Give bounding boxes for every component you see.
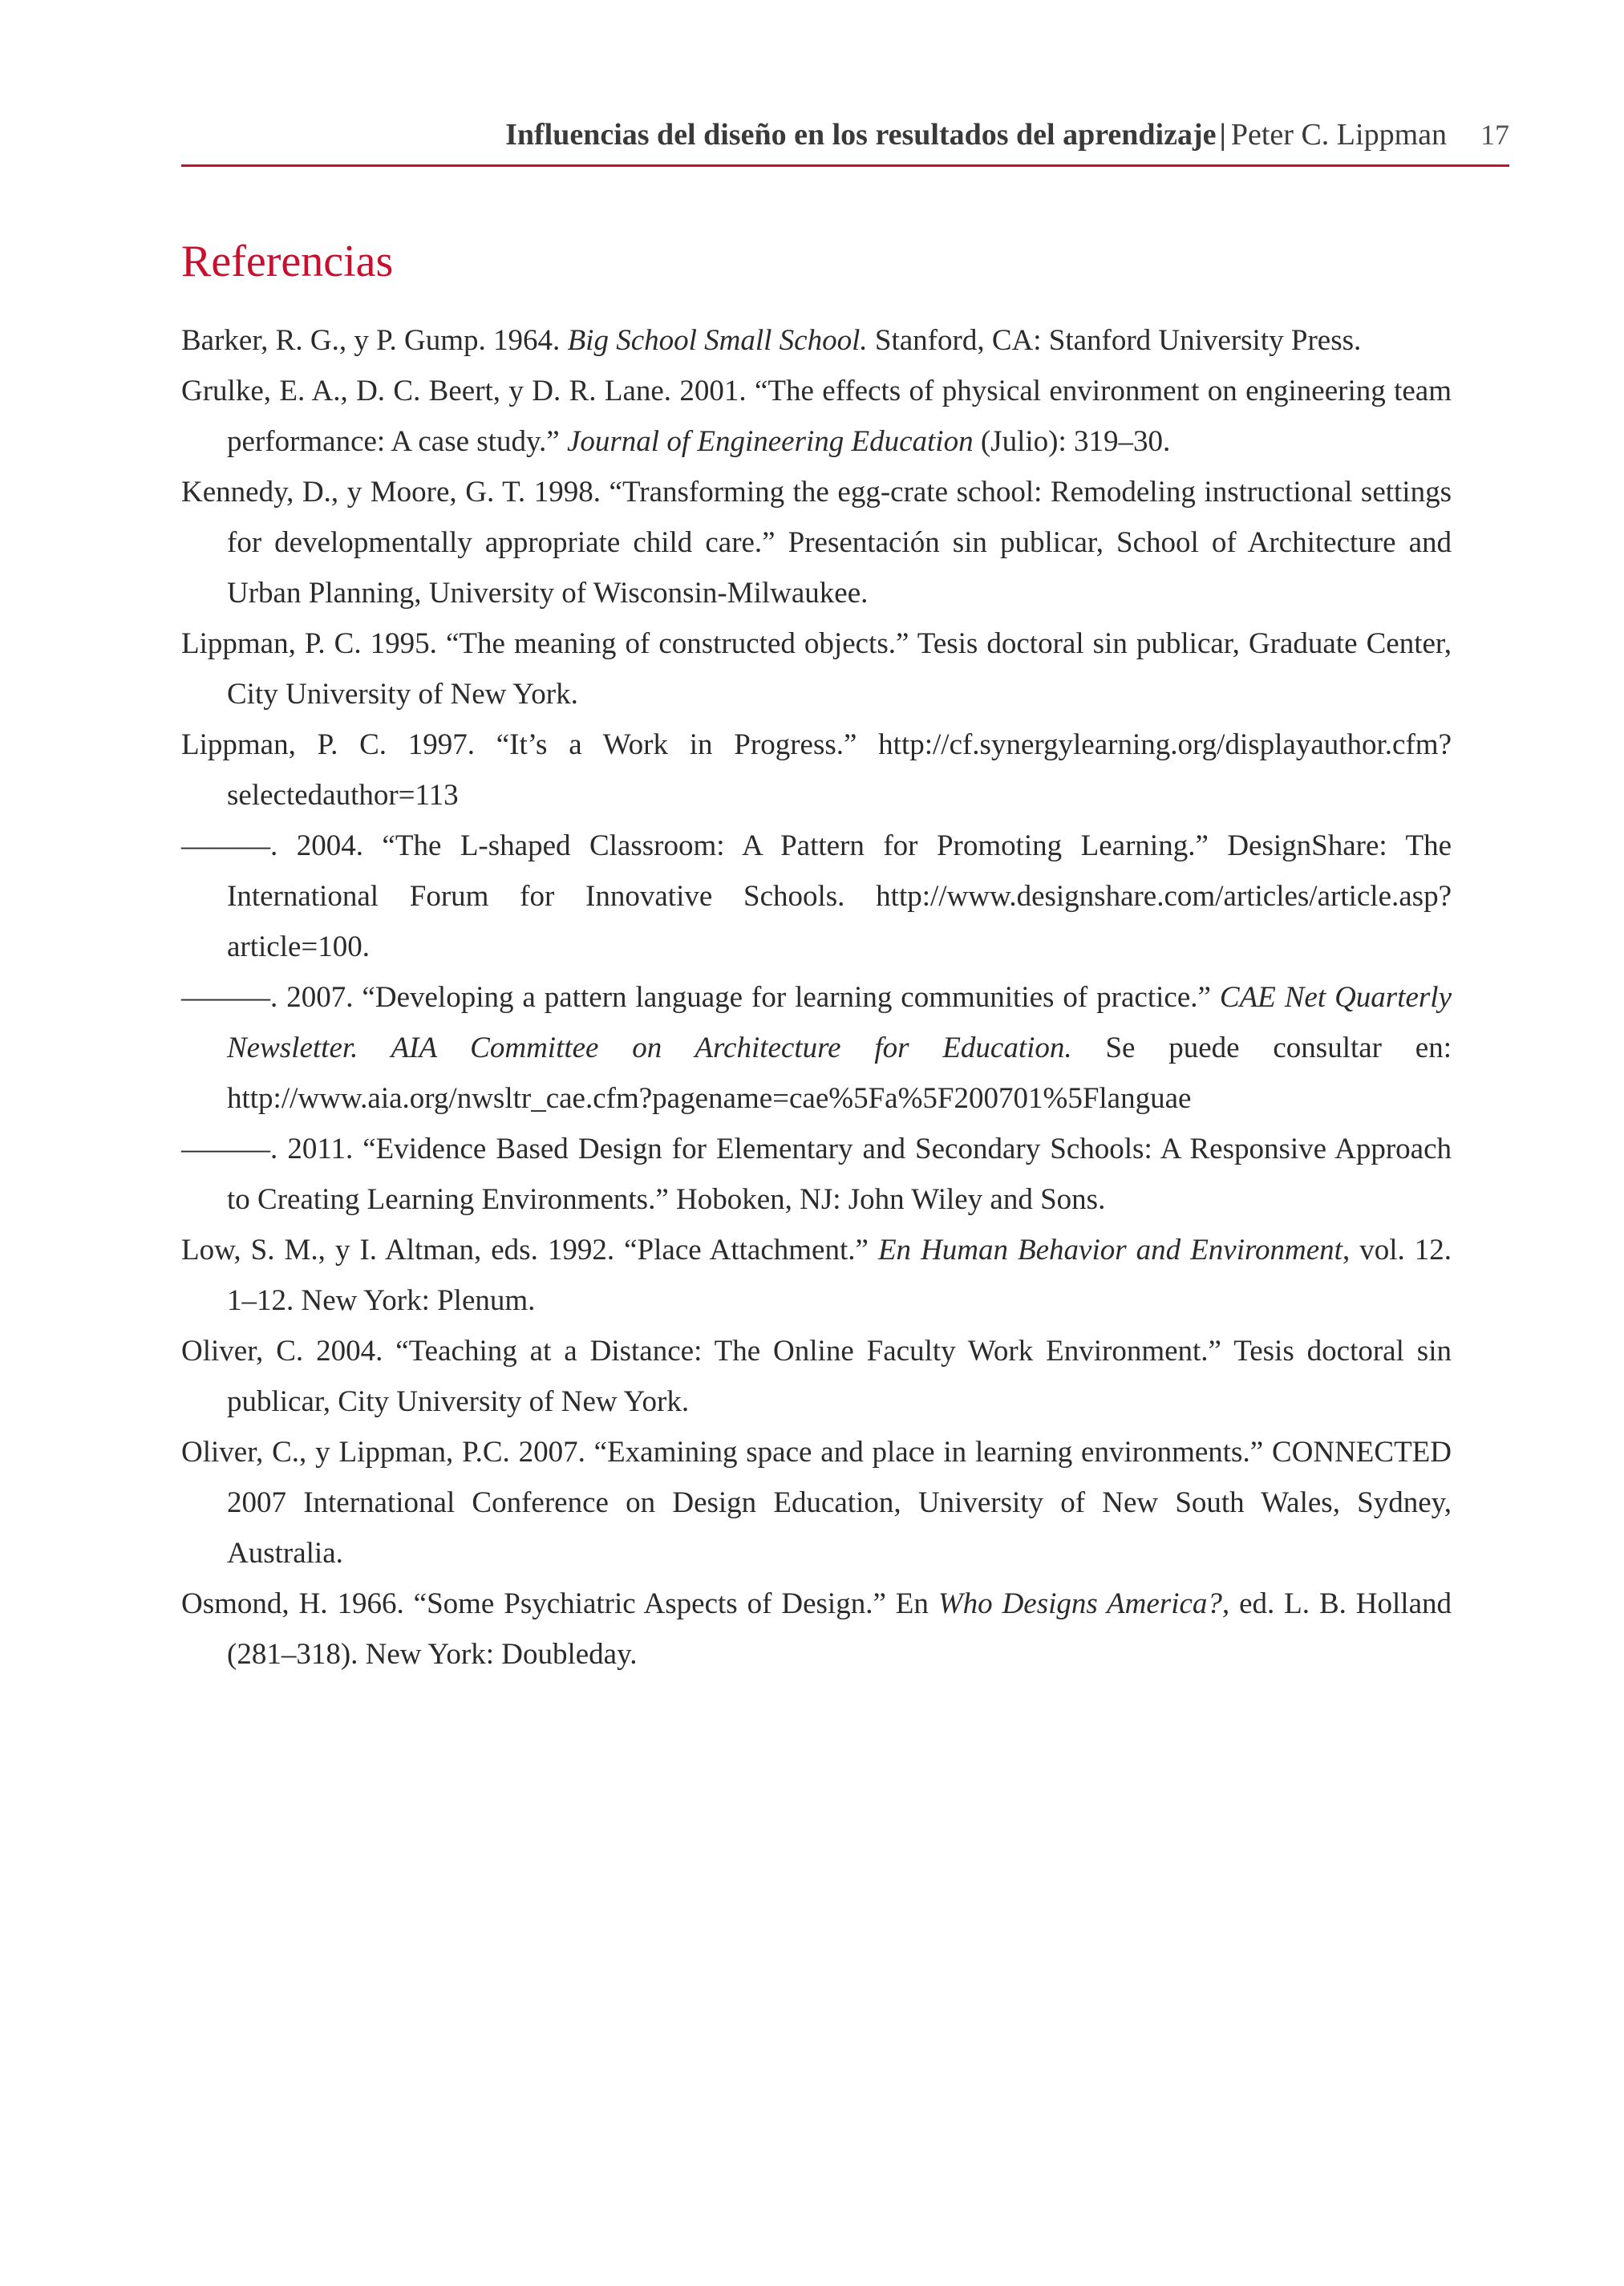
reference-text-tail: (Julio): 319–30. <box>973 425 1171 458</box>
reference-entry <box>181 618 1452 719</box>
reference-text-tail: Se puede consultar en: http://www.aia.org/nwsltr_cae.cfm?pagename=cae%5Fa%5F200701%5Flanguae <box>227 1032 1452 1115</box>
reference-text: ———. 2011. “Evidence Based Design for Elementary and Secondary Schools: A Responsive Approach to Creating Learning Environments.” Hoboken, NJ: John Wiley and Sons. <box>181 1133 1452 1216</box>
reference-entry <box>181 366 1452 467</box>
page-number: 17 <box>1480 119 1509 151</box>
reference-italic-title: Who Designs America?, <box>938 1587 1230 1620</box>
reference-text-tail: Stanford, CA: Stanford University Press. <box>867 324 1362 357</box>
running-header <box>181 112 1509 167</box>
reference-text-tail: ed. L. B. Holland (281–318). New York: Doubleday. <box>227 1587 1452 1671</box>
header-separator: | <box>1219 118 1226 152</box>
reference-text: Low, S. M., y I. Altman, eds. 1992. “Place Attachment.” <box>181 1234 878 1267</box>
reference-list <box>181 315 1452 1680</box>
reference-text-tail: , vol. 12. 1–12. New York: Plenum. <box>227 1234 1452 1317</box>
reference-italic-title: Big School Small School. <box>567 324 868 357</box>
reference-text: Lippman, P. C. 1995. “The meaning of constructed objects.” Tesis doctoral sin publicar, Graduate Center, City University of New York. <box>181 627 1452 711</box>
reference-italic-title: En Human Behavior and Environment <box>877 1234 1343 1267</box>
reference-text: Kennedy, D., y Moore, G. T. 1998. “Transforming the egg-crate school: Remodeling instructional settings for developmentally appropriate child care.” Presentación sin publicar, School of Architecture and Urban Planning, University of Wisconsin-Milwaukee. <box>181 476 1452 610</box>
book-title: Influencias del diseño en los resultados del aprendizaje <box>505 118 1217 152</box>
reference-entry <box>181 821 1452 972</box>
author-name: Peter C. Lippman <box>1230 118 1447 152</box>
reference-text: Osmond, H. 1966. “Some Psychiatric Aspects of Design.” En <box>181 1587 938 1620</box>
reference-entry <box>181 1579 1452 1680</box>
reference-entry <box>181 719 1452 821</box>
reference-text: Grulke, E. A., D. C. Beert, y D. R. Lane. 2001. “The effects of physical environment on engineering team performance: A case study.” <box>181 375 1452 458</box>
reference-entry <box>181 315 1452 366</box>
section-title: Referencias <box>181 237 394 286</box>
reference-text: Oliver, C. 2004. “Teaching at a Distance: The Online Faculty Work Environment.” Tesis doctoral sin publicar, City University of New York. <box>181 1335 1452 1418</box>
reference-entry <box>181 1427 1452 1579</box>
reference-italic-title: CAE Net Quarterly Newsletter. AIA Committee on Architecture for Education. <box>227 981 1452 1064</box>
reference-text: Barker, R. G., y P. Gump. 1964. <box>181 324 568 357</box>
reference-entry <box>181 1326 1452 1427</box>
reference-text: ———. 2007. “Developing a pattern language for learning communities of practice.” <box>181 981 1220 1014</box>
reference-entry <box>181 972 1452 1124</box>
reference-italic-title: Journal of Engineering Education <box>566 425 974 458</box>
header-rule <box>181 164 1509 167</box>
reference-text: Lippman, P. C. 1997. “It’s a Work in Progress.” http://cf.synergylearning.org/displayauthor.cfm?selectedauthor=113 <box>181 728 1452 812</box>
reference-entry <box>181 1225 1452 1326</box>
running-header-text <box>505 116 1447 154</box>
reference-text: ———. 2004. “The L-shaped Classroom: A Pattern for Promoting Learning.” DesignShare: The International Forum for Innovative Schools. http://www.designshare.com/articles/article.asp?article=100. <box>181 829 1452 963</box>
reference-entry <box>181 1124 1452 1225</box>
reference-text: Oliver, C., y Lippman, P.C. 2007. “Examining space and place in learning environments.” CONNECTED 2007 International Conference on Design Education, University of New South Wales, Sydney, Australia. <box>181 1436 1452 1570</box>
reference-entry <box>181 467 1452 618</box>
